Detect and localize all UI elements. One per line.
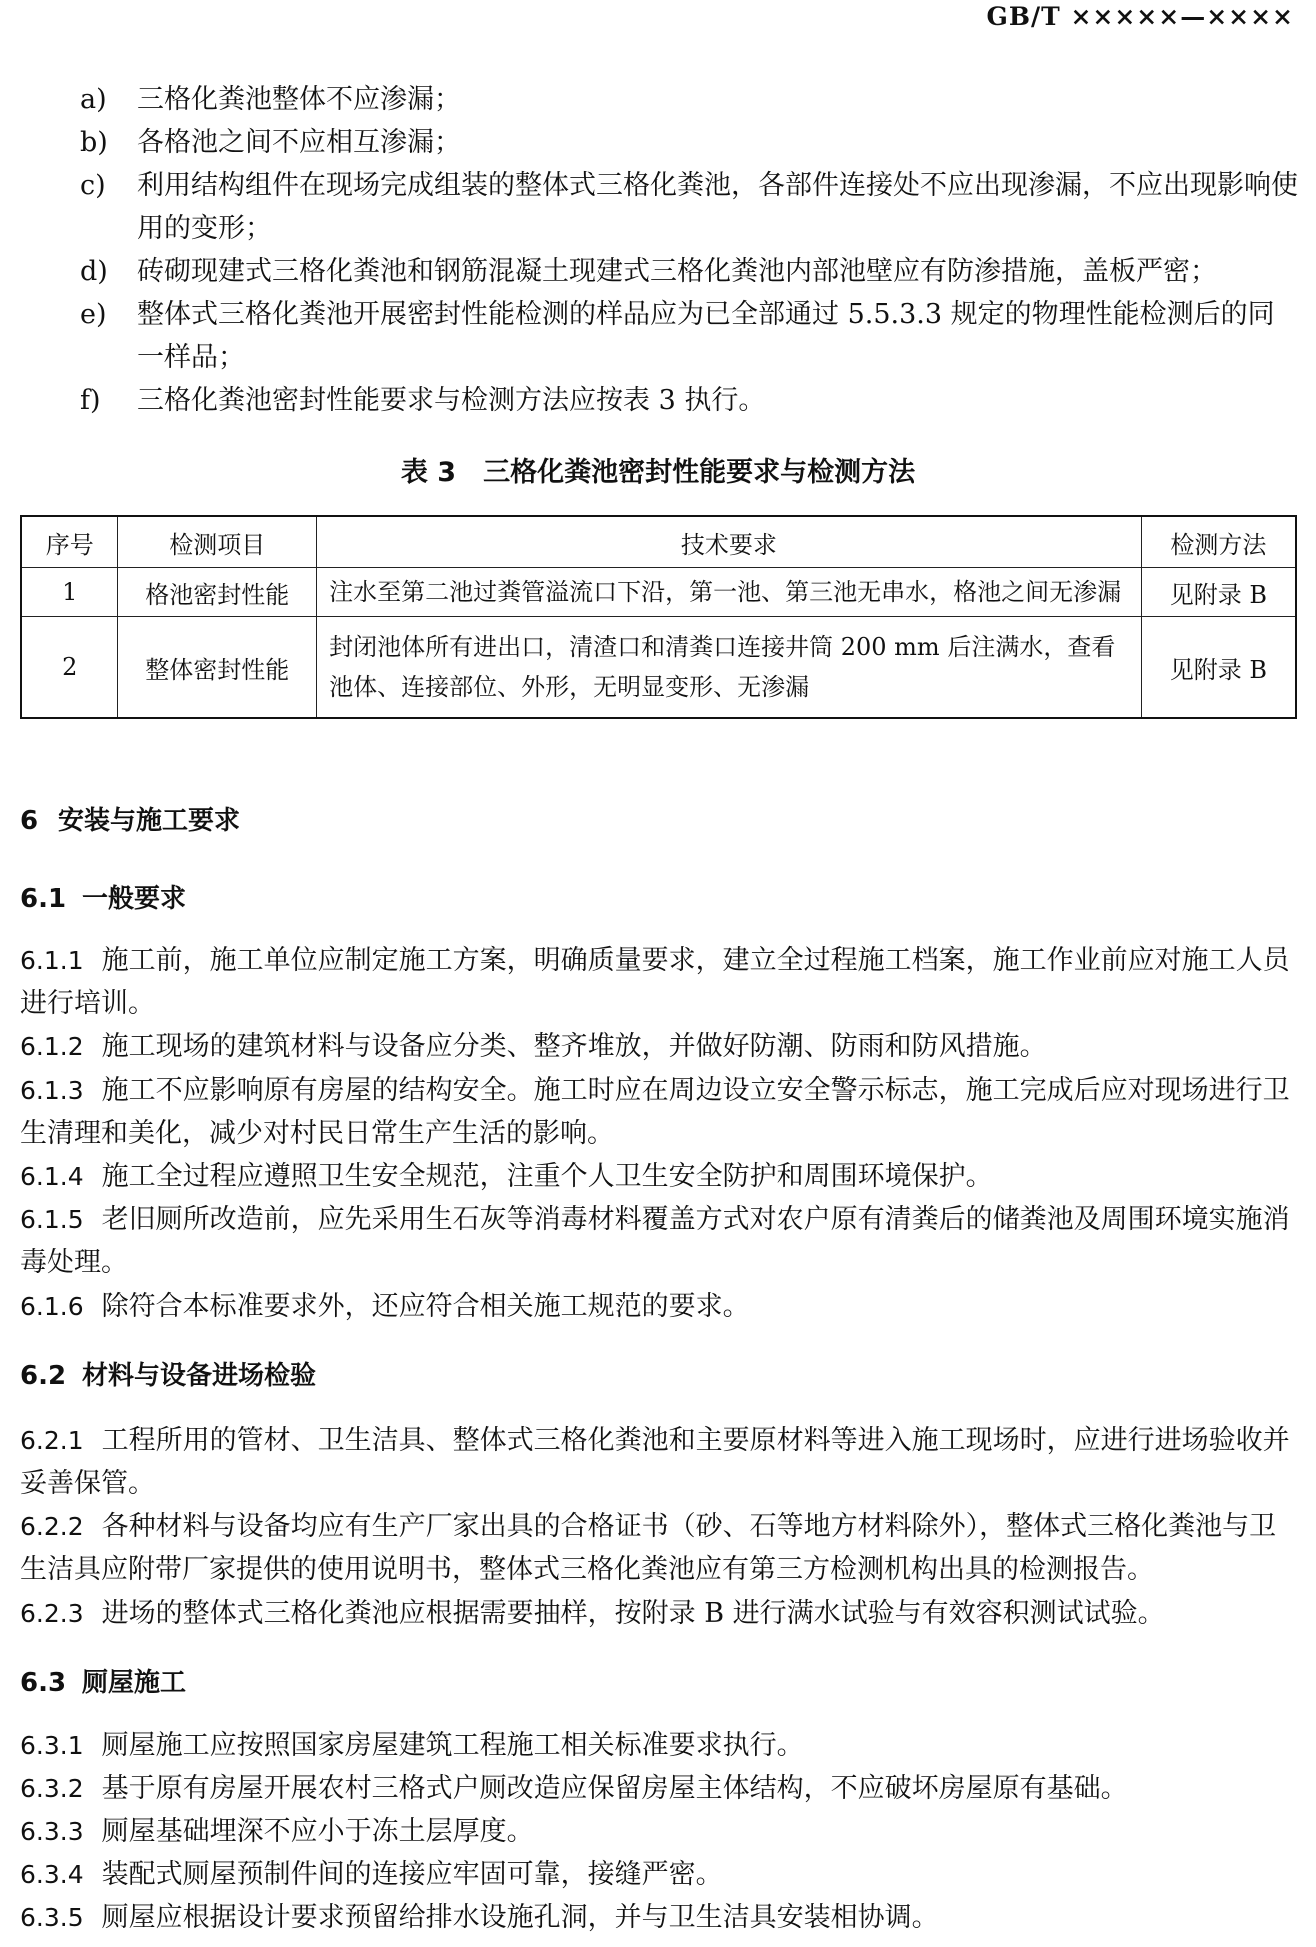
clause-number: 6.3.1: [20, 1731, 84, 1760]
cell-no: 2: [21, 617, 118, 719]
list-item: [80, 293, 1300, 379]
clause-6-1-4: [20, 1155, 1300, 1198]
section-heading-6-2: [20, 1355, 316, 1392]
table-row: [21, 617, 1296, 719]
list-marker: f): [80, 385, 101, 416]
list-item: [80, 250, 1300, 293]
clause-text: 除符合本标准要求外，还应符合相关施工规范的要求。: [101, 1291, 750, 1322]
clause-text: 装配式厕屋预制件间的连接应牢固可靠，接缝严密。: [101, 1859, 723, 1890]
table-row: [21, 568, 1296, 617]
clause-6-3-1: [20, 1724, 1300, 1767]
clause-6-3-5: [20, 1896, 1300, 1939]
table-header-row: [21, 516, 1296, 568]
table-title: 表 3 三格化粪池密封性能要求与检测方法: [400, 457, 916, 488]
clause-text: 老旧厕所改造前，应先采用生石灰等消毒材料覆盖方式对农户原有清粪后的储粪池及周围环境实施消毒处理。: [20, 1204, 1290, 1278]
list-item-text: 三格化粪池密封性能要求与检测方法应按表 3 执行。: [137, 385, 766, 416]
list-marker: a): [80, 84, 107, 115]
clause-number: 6.1.3: [20, 1076, 84, 1105]
cell-item: 整体密封性能: [118, 617, 317, 719]
list-item: [80, 164, 1300, 250]
cell-item: 格池密封性能: [118, 568, 317, 617]
clause-text: 施工前，施工单位应制定施工方案，明确质量要求，建立全过程施工档案，施工作业前应对施工人员进行培训。: [20, 945, 1290, 1019]
clause-6-2-3: [20, 1592, 1300, 1635]
cell-method: 见附录 B: [1141, 568, 1296, 617]
clause-text: 工程所用的管材、卫生洁具、整体式三格化粪池和主要原材料等进入施工现场时，应进行进场验收并妥善保管。: [20, 1425, 1290, 1499]
section-number: 6.3: [20, 1668, 67, 1698]
list-item-text: 利用结构组件在现场完成组装的整体式三格化粪池，各部件连接处不应出现渗漏，不应出现影响使用的变形；: [137, 170, 1298, 244]
list-item-text: 三格化粪池整体不应渗漏；: [137, 84, 461, 115]
clause-number: 6.3.5: [20, 1903, 84, 1932]
section-number: 6.2: [20, 1361, 67, 1391]
clause-6-1-6: [20, 1285, 1300, 1328]
clause-number: 6.1.4: [20, 1162, 84, 1191]
list-item-text: 砖砌现建式三格化粪池和钢筋混凝土现建式三格化粪池内部池壁应有防渗措施，盖板严密；: [137, 256, 1217, 287]
list-item: [80, 379, 1300, 422]
clause-6-3-3: [20, 1810, 1300, 1853]
clause-number: 6.3.2: [20, 1774, 84, 1803]
standard-code-header: GB/T ×××××—××××: [986, 2, 1294, 31]
list-marker: e): [80, 299, 107, 330]
list-item-text: 整体式三格化粪池开展密封性能检测的样品应为已全部通过 5.5.3.3 规定的物理性能检测后的同一样品；: [137, 299, 1275, 373]
column-header-requirement: 技术要求: [317, 516, 1142, 568]
section-number: 6.1: [20, 884, 67, 914]
clause-6-2-2: [20, 1505, 1300, 1591]
column-header-method: 检测方法: [1141, 516, 1296, 568]
section-heading-6-1: [20, 878, 186, 915]
column-header-no: 序号: [21, 516, 118, 568]
clause-6-2-1: [20, 1419, 1300, 1505]
cell-no: 1: [21, 568, 118, 617]
clause-text: 厕屋施工应按照国家房屋建筑工程施工相关标准要求执行。: [101, 1730, 804, 1761]
clause-6-3-2: [20, 1767, 1300, 1810]
clause-6-3-4: [20, 1853, 1300, 1896]
clause-number: 6.1.5: [20, 1205, 84, 1234]
clause-text: 厕屋应根据设计要求预留给排水设施孔洞，并与卫生洁具安装相协调。: [101, 1902, 939, 1933]
clause-number: 6.2.1: [20, 1426, 84, 1455]
clause-6-1-3: [20, 1069, 1300, 1155]
list-item-text: 各格池之间不应相互渗漏；: [137, 127, 461, 158]
section-heading-6-3: [20, 1662, 186, 1699]
cell-method: 见附录 B: [1141, 617, 1296, 719]
clause-6-1-1: [20, 939, 1300, 1025]
clause-text: 进场的整体式三格化粪池应根据需要抽样，按附录 B 进行满水试验与有效容积测试试验。: [101, 1598, 1165, 1629]
clause-text: 厕屋基础埋深不应小于冻土层厚度。: [101, 1816, 534, 1847]
section-title: 一般要求: [82, 884, 187, 914]
clause-text: 各种材料与设备均应有生产厂家出具的合格证书（砂、石等地方材料除外），整体式三格化粪池与卫生洁具应附带厂家提供的使用说明书，整体式三格化粪池应有第三方检测机构出具的检测报告。: [20, 1511, 1277, 1585]
list-item: [80, 121, 1300, 164]
clause-number: 6.2.2: [20, 1512, 84, 1541]
section-title: 安装与施工要求: [58, 806, 241, 836]
list-marker: c): [80, 170, 106, 201]
cell-requirement: 封闭池体所有进出口，清渣口和清粪口连接井筒 200 mm 后注满水，查看池体、连接部位、外形，无明显变形、无渗漏: [317, 617, 1142, 719]
clause-number: 6.2.3: [20, 1599, 84, 1628]
clause-6-1-2: [20, 1025, 1300, 1068]
clause-number: 6.3.3: [20, 1817, 84, 1846]
clause-text: 施工全过程应遵照卫生安全规范，注重个人卫生安全防护和周围环境保护。: [101, 1161, 993, 1192]
cell-requirement: 注水至第二池过粪管溢流口下沿，第一池、第三池无串水，格池之间无渗漏: [317, 568, 1142, 617]
list-marker: b): [80, 127, 108, 158]
requirements-list: [80, 78, 1300, 422]
clause-number: 6.1.6: [20, 1292, 84, 1321]
list-marker: d): [80, 256, 108, 287]
section-number: 6: [20, 806, 39, 836]
clause-6-1-5: [20, 1198, 1300, 1284]
clause-number: 6.1.1: [20, 946, 84, 975]
clause-text: 基于原有房屋开展农村三格式户厕改造应保留房屋主体结构，不应破坏房屋原有基础。: [101, 1773, 1128, 1804]
clause-text: 施工现场的建筑材料与设备应分类、整齐堆放，并做好防潮、防雨和防风措施。: [101, 1031, 1047, 1062]
list-item: [80, 78, 1300, 121]
section-title: 厕屋施工: [82, 1668, 187, 1698]
column-header-item: 检测项目: [118, 516, 317, 568]
clause-number: 6.1.2: [20, 1032, 84, 1061]
section-heading-6: [20, 800, 240, 837]
sealing-performance-table: [20, 515, 1297, 719]
clause-text: 施工不应影响原有房屋的结构安全。施工时应在周边设立安全警示标志，施工完成后应对现场进行卫生清理和美化，减少对村民日常生产生活的影响。: [20, 1075, 1290, 1149]
clause-number: 6.3.4: [20, 1860, 84, 1889]
section-title: 材料与设备进场检验: [82, 1361, 317, 1391]
